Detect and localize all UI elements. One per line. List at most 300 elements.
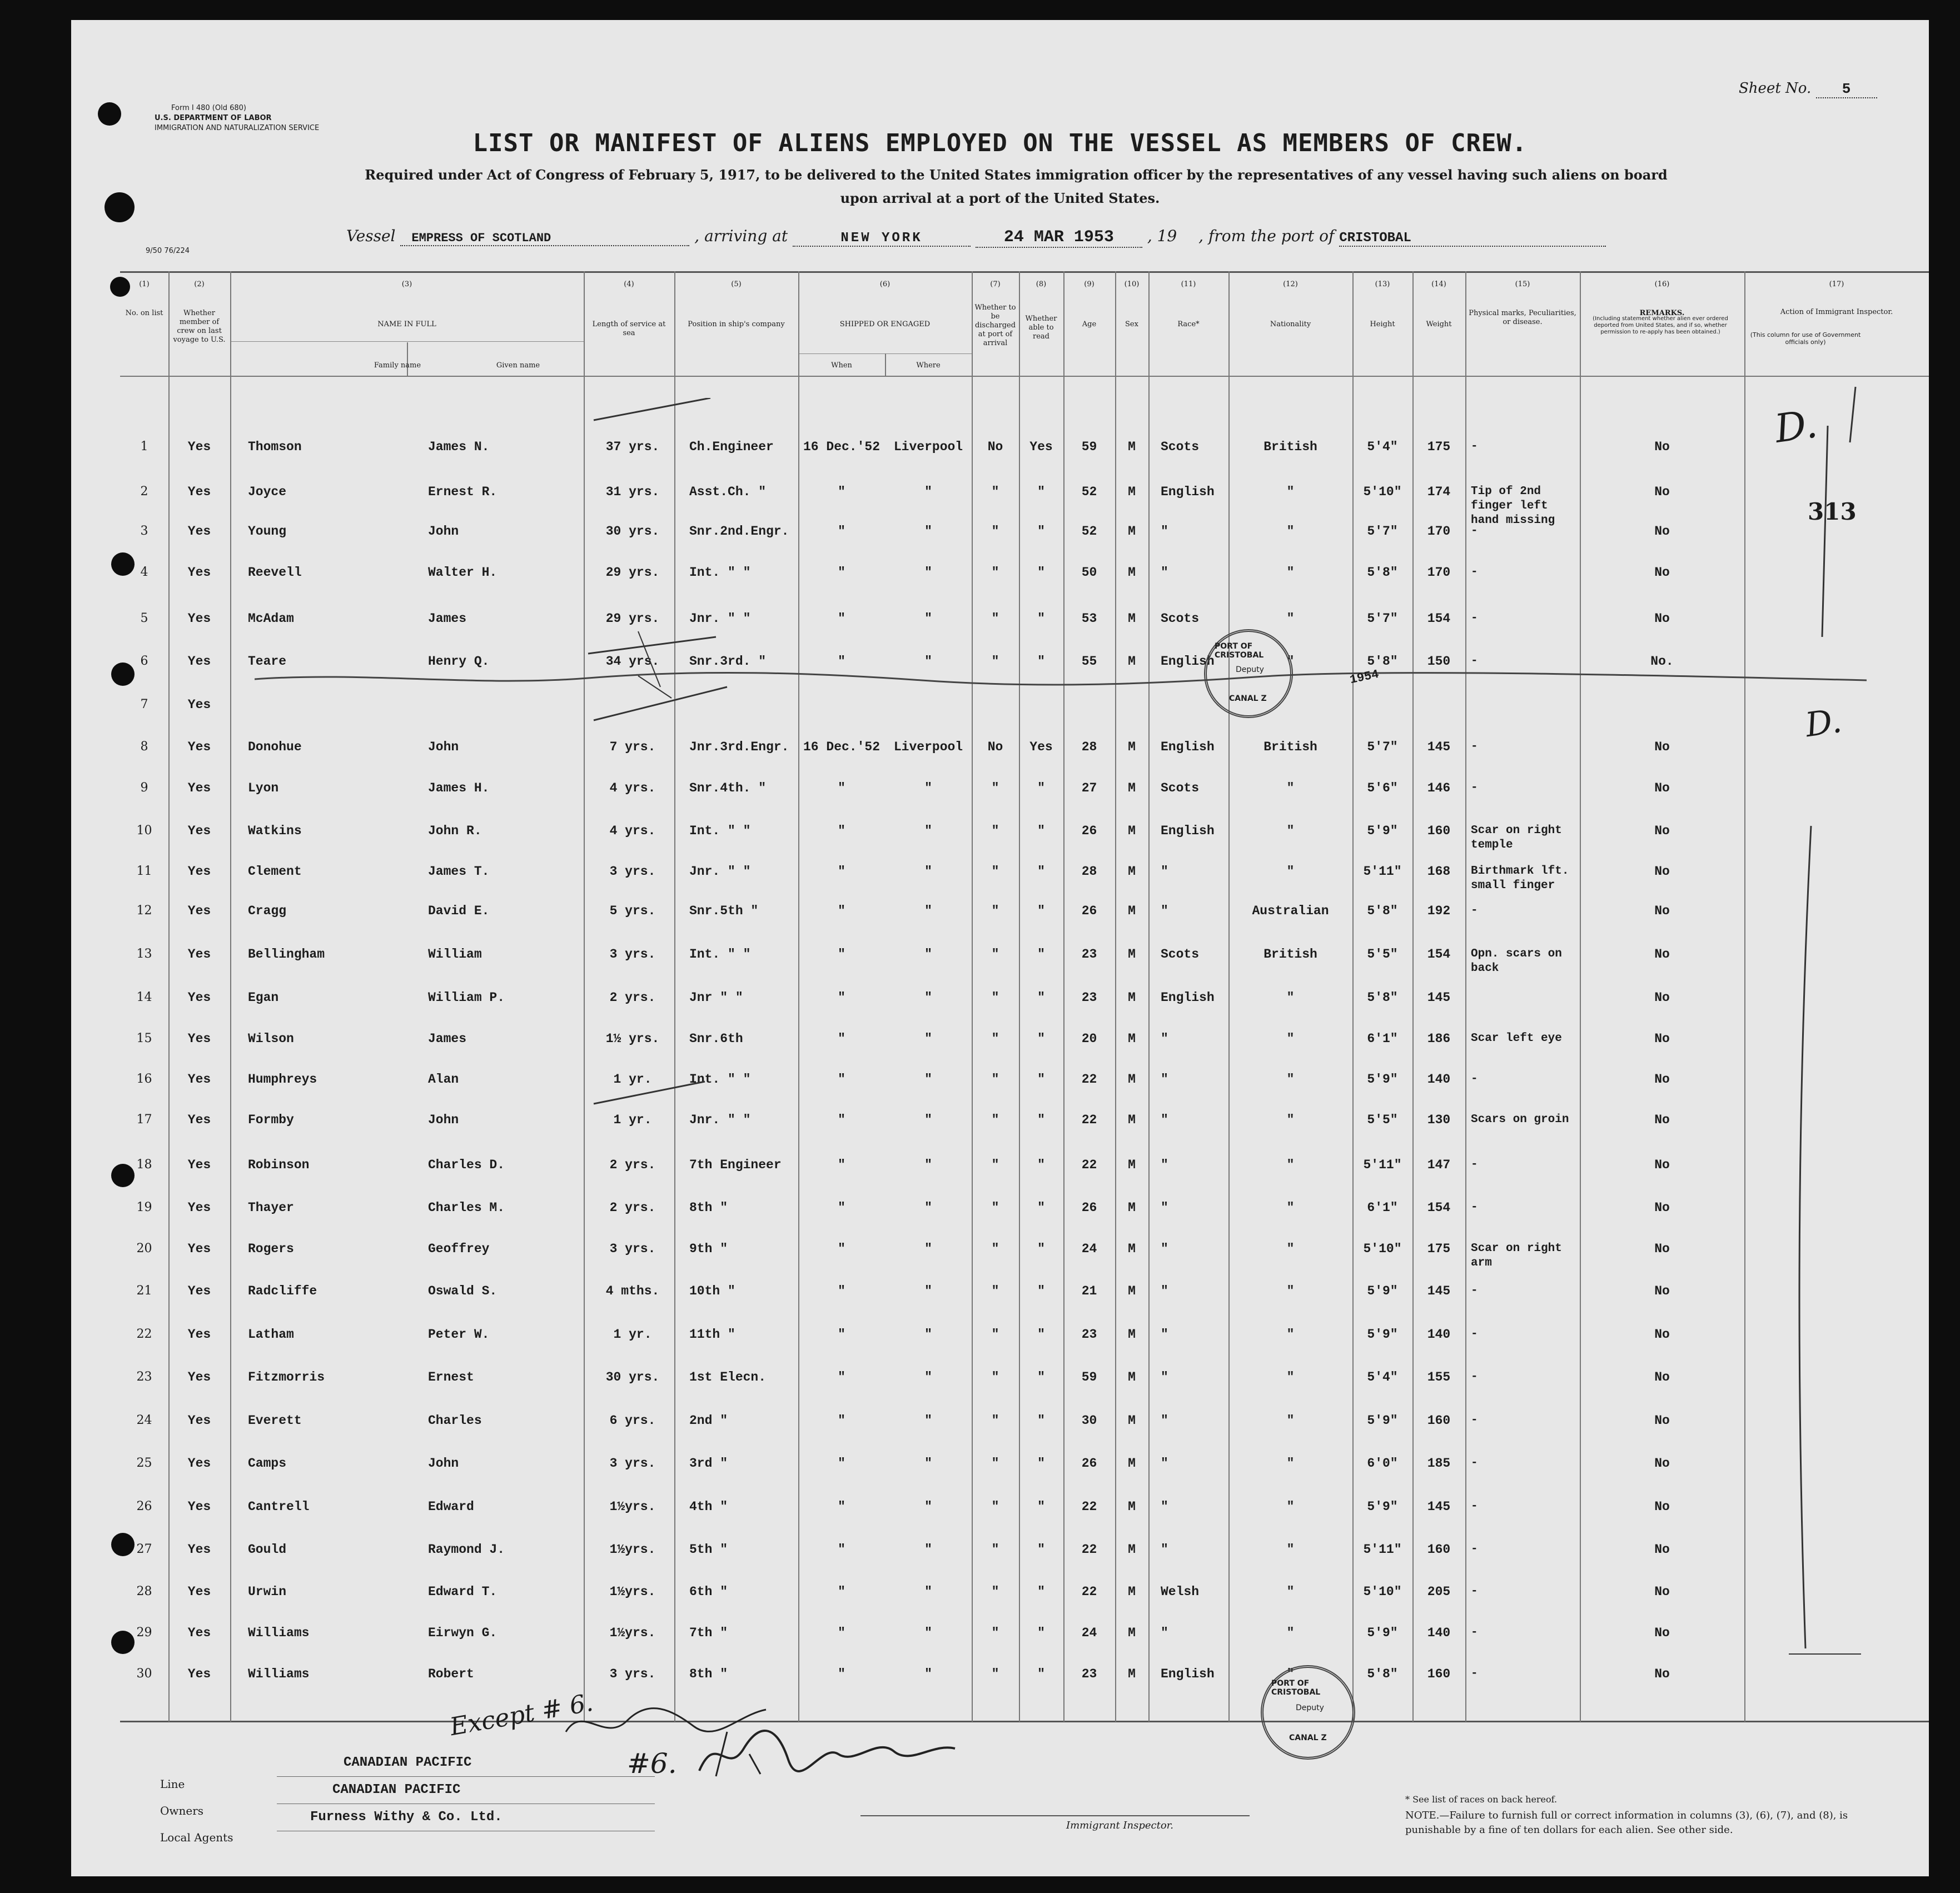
cell-remarks: No bbox=[1654, 740, 1670, 754]
cell-service: 1½yrs. bbox=[609, 1500, 656, 1514]
cell-height: 5'4" bbox=[1367, 440, 1398, 454]
cell-race: " bbox=[1161, 1413, 1168, 1428]
cell-when: " bbox=[838, 1072, 845, 1087]
cell-position: 6th " bbox=[689, 1585, 728, 1599]
cell-race: " bbox=[1161, 1500, 1168, 1514]
cell-position: Jnr " " bbox=[689, 990, 743, 1005]
cell-where: " bbox=[924, 904, 932, 918]
cell-service: 7 yrs. bbox=[609, 740, 656, 754]
cell-position: Jnr. " " bbox=[689, 1113, 751, 1127]
cell-where: " bbox=[924, 781, 932, 795]
cell-weight: 160 bbox=[1427, 1667, 1451, 1681]
cell-nationality: " bbox=[1286, 1585, 1295, 1599]
cell-position: 4th " bbox=[689, 1500, 728, 1514]
cell-height: 5'11" bbox=[1363, 864, 1402, 879]
cell-service: 1½yrs. bbox=[609, 1542, 656, 1557]
cell-where: Liverpool bbox=[893, 740, 963, 754]
cell-family: Rogers bbox=[248, 1242, 294, 1256]
cell-remarks: No bbox=[1654, 1500, 1670, 1514]
cell-nationality: " bbox=[1286, 1072, 1295, 1087]
vessel-label: Vessel bbox=[346, 227, 396, 245]
cell-given: Peter W. bbox=[428, 1327, 490, 1342]
cell-family: Lyon bbox=[248, 781, 279, 795]
cell-read: " bbox=[1037, 781, 1045, 795]
cell-age: 22 bbox=[1081, 1542, 1097, 1557]
cell-sex: M bbox=[1128, 1500, 1136, 1514]
cell-sex: M bbox=[1128, 1413, 1136, 1428]
cell-sex: M bbox=[1128, 611, 1136, 626]
cell-nationality: " bbox=[1286, 485, 1295, 499]
cell-race: " bbox=[1161, 1327, 1168, 1342]
cell-weight: 140 bbox=[1427, 1327, 1451, 1342]
cell-age: 22 bbox=[1081, 1113, 1097, 1127]
header-bottom-rule bbox=[120, 376, 1929, 377]
cell-where: " bbox=[924, 1626, 932, 1640]
cell-height: 5'9" bbox=[1367, 1500, 1398, 1514]
cell-given: Oswald S. bbox=[428, 1284, 498, 1298]
cell-no: 3 bbox=[140, 524, 148, 538]
cell-discharged: " bbox=[991, 1542, 999, 1557]
cell-prev: Yes bbox=[187, 1585, 211, 1599]
given-name-header: Given name bbox=[496, 361, 540, 370]
cell-family: Fitzmorris bbox=[248, 1370, 325, 1384]
cell-when: " bbox=[838, 824, 845, 838]
cell-position: 8th " bbox=[689, 1200, 728, 1215]
cell-nationality: " bbox=[1286, 1456, 1295, 1471]
cell-nationality: " bbox=[1286, 1032, 1295, 1046]
cell-family: Formby bbox=[248, 1113, 294, 1127]
column-header-label: Height bbox=[1370, 320, 1395, 328]
cell-when: " bbox=[838, 864, 845, 879]
cell-no: 27 bbox=[136, 1542, 152, 1556]
cell-no: 12 bbox=[136, 904, 152, 918]
cell-prev: Yes bbox=[187, 1158, 211, 1172]
cell-prev: Yes bbox=[187, 611, 211, 626]
cell-where: Liverpool bbox=[893, 440, 963, 454]
cell-no: 11 bbox=[136, 864, 152, 878]
cell-weight: 145 bbox=[1427, 990, 1451, 1005]
cell-remarks: No bbox=[1654, 1413, 1670, 1428]
cell-service: 5 yrs. bbox=[609, 904, 656, 918]
cell-family: Humphreys bbox=[248, 1072, 317, 1087]
cell-weight: 145 bbox=[1427, 1500, 1451, 1514]
column-number: (2) bbox=[194, 280, 205, 288]
cell-age: 52 bbox=[1081, 524, 1097, 539]
cell-when: " bbox=[838, 781, 845, 795]
cell-height: 5'7" bbox=[1367, 611, 1398, 626]
cell-no: 1 bbox=[140, 440, 148, 454]
cell-race: " bbox=[1161, 1242, 1168, 1256]
cell-sex: M bbox=[1128, 1072, 1136, 1087]
cell-age: 22 bbox=[1081, 1072, 1097, 1087]
cell-remarks: No bbox=[1654, 1284, 1670, 1298]
cell-height: 5'8" bbox=[1367, 990, 1398, 1005]
where-header: Where bbox=[916, 361, 941, 370]
cell-age: 55 bbox=[1081, 654, 1097, 669]
cell-position: 10th " bbox=[689, 1284, 735, 1298]
cell-sex: M bbox=[1128, 947, 1136, 962]
cell-given: William P. bbox=[428, 990, 505, 1005]
cell-sex: M bbox=[1128, 740, 1136, 754]
cell-read: " bbox=[1037, 1370, 1045, 1384]
cell-race: Scots bbox=[1161, 440, 1200, 454]
cell-weight: 170 bbox=[1427, 565, 1451, 580]
column-number: (4) bbox=[624, 280, 634, 288]
sheet-label: Sheet No. bbox=[1739, 80, 1812, 97]
cell-read: " bbox=[1037, 1242, 1045, 1256]
cell-where: " bbox=[924, 864, 932, 879]
cell-age: 30 bbox=[1081, 1413, 1097, 1428]
name-subrule bbox=[230, 341, 584, 342]
cell-family: Camps bbox=[248, 1456, 287, 1471]
column-header-label: REMARKS. bbox=[1639, 309, 1685, 317]
handwritten-scrawl bbox=[560, 1698, 772, 1748]
cell-prev: Yes bbox=[187, 1072, 211, 1087]
cell-family: Wilson bbox=[248, 1032, 294, 1046]
cell-nationality: British bbox=[1263, 947, 1317, 962]
cell-nationality: " bbox=[1286, 1500, 1295, 1514]
cell-service: 3 yrs. bbox=[609, 1242, 656, 1256]
cell-service: 34 yrs. bbox=[605, 654, 660, 669]
cell-read: " bbox=[1037, 1158, 1045, 1172]
cell-discharged: " bbox=[991, 1158, 999, 1172]
cell-no: 17 bbox=[136, 1113, 152, 1127]
cell-no: 26 bbox=[136, 1500, 152, 1513]
cell-height: 5'4" bbox=[1367, 1370, 1398, 1384]
cell-discharged: " bbox=[991, 1370, 999, 1384]
column-header-label: Race* bbox=[1177, 320, 1200, 328]
service-name: IMMIGRATION AND NATURALIZATION SERVICE bbox=[155, 124, 320, 132]
cell-discharged: No bbox=[987, 440, 1003, 454]
cell-weight: 154 bbox=[1427, 947, 1451, 962]
column-number: (10) bbox=[1124, 280, 1140, 288]
cell-height: 5'9" bbox=[1367, 1626, 1398, 1640]
handwritten-except-note: Except # 6. bbox=[447, 1688, 595, 1742]
cell-read: " bbox=[1037, 824, 1045, 838]
cell-marks: - bbox=[1471, 525, 1478, 537]
cell-discharged: " bbox=[991, 485, 999, 499]
cell-family: Thayer bbox=[248, 1200, 294, 1215]
cell-given: James bbox=[428, 1032, 467, 1046]
cell-when: " bbox=[838, 1542, 845, 1557]
line-label: Line bbox=[160, 1777, 185, 1791]
cell-where: " bbox=[924, 990, 932, 1005]
cell-age: 22 bbox=[1081, 1158, 1097, 1172]
cell-height: 5'10" bbox=[1363, 1585, 1402, 1599]
cell-where: " bbox=[924, 485, 932, 499]
cell-when: " bbox=[838, 1456, 845, 1471]
cell-no: 9 bbox=[140, 781, 148, 795]
cell-age: 23 bbox=[1081, 1327, 1097, 1342]
cell-race: English bbox=[1161, 824, 1215, 838]
cell-marks: - bbox=[1471, 440, 1478, 453]
cell-discharged: " bbox=[991, 1500, 999, 1514]
cell-service: 3 yrs. bbox=[609, 1667, 656, 1681]
cell-sex: M bbox=[1128, 1667, 1136, 1681]
cell-remarks: No bbox=[1654, 440, 1670, 454]
cell-service: 4 yrs. bbox=[609, 781, 656, 795]
cell-prev: Yes bbox=[187, 1032, 211, 1046]
cell-nationality: " bbox=[1286, 1667, 1295, 1681]
cell-race: " bbox=[1161, 1284, 1168, 1298]
from-label: , from the port of bbox=[1198, 227, 1335, 245]
cell-prev: Yes bbox=[187, 1113, 211, 1127]
cell-position: 9th " bbox=[689, 1242, 728, 1256]
cell-age: 23 bbox=[1081, 1667, 1097, 1681]
cell-height: 6'1" bbox=[1367, 1032, 1398, 1046]
cell-prev: Yes bbox=[187, 565, 211, 580]
cell-age: 28 bbox=[1081, 864, 1097, 879]
cell-when: " bbox=[838, 1370, 845, 1384]
cell-given: Charles D. bbox=[428, 1158, 505, 1172]
cell-family: McAdam bbox=[248, 611, 294, 626]
cell-prev: Yes bbox=[187, 1413, 211, 1428]
cell-given: David E. bbox=[428, 904, 490, 918]
cell-given: Eirwyn G. bbox=[428, 1626, 498, 1640]
column-header-label: No. on list bbox=[125, 309, 163, 317]
cell-when: " bbox=[838, 611, 845, 626]
cell-discharged: " bbox=[991, 781, 999, 795]
cell-marks: Opn. scars on back bbox=[1471, 948, 1562, 975]
cell-prev: Yes bbox=[187, 1242, 211, 1256]
cell-service: 1½yrs. bbox=[609, 1626, 656, 1640]
cell-nationality: " bbox=[1286, 1113, 1295, 1127]
cell-weight: 140 bbox=[1427, 1626, 1451, 1640]
cell-service: 1½ yrs. bbox=[605, 1032, 660, 1046]
table-top-rule bbox=[120, 271, 1929, 273]
cell-age: 26 bbox=[1081, 1200, 1097, 1215]
cell-remarks: No bbox=[1654, 1626, 1670, 1640]
cell-marks: Tip of 2nd finger left hand missing bbox=[1471, 485, 1555, 527]
cell-nationality: " bbox=[1286, 781, 1295, 795]
cell-prev: Yes bbox=[187, 1370, 211, 1384]
cell-given: John bbox=[428, 1113, 459, 1127]
cell-discharged: " bbox=[991, 611, 999, 626]
cell-marks: - bbox=[1471, 566, 1478, 579]
cell-sex: M bbox=[1128, 904, 1136, 918]
cell-sex: M bbox=[1128, 1284, 1136, 1298]
cell-given: Edward T. bbox=[428, 1585, 498, 1599]
cell-height: 5'11" bbox=[1363, 1542, 1402, 1557]
cell-height: 5'9" bbox=[1367, 1284, 1398, 1298]
cell-remarks: No bbox=[1654, 611, 1670, 626]
cell-when: " bbox=[838, 990, 845, 1005]
column-number: (1) bbox=[139, 280, 150, 288]
cell-no: 13 bbox=[136, 947, 152, 961]
cell-height: 5'11" bbox=[1363, 1158, 1402, 1172]
column-rule bbox=[230, 271, 231, 1722]
cell-weight: 175 bbox=[1427, 440, 1451, 454]
cell-no: 7 bbox=[140, 698, 148, 711]
cell-height: 5'8" bbox=[1367, 654, 1398, 669]
cell-where: " bbox=[924, 1585, 932, 1599]
cell-age: 50 bbox=[1081, 565, 1097, 580]
cell-height: 6'1" bbox=[1367, 1200, 1398, 1215]
cell-service: 30 yrs. bbox=[605, 1370, 660, 1384]
cell-discharged: " bbox=[991, 824, 999, 838]
cell-service: 30 yrs. bbox=[605, 524, 660, 539]
cell-where: " bbox=[924, 1327, 932, 1342]
owners-label: Owners bbox=[160, 1804, 204, 1817]
cell-position: 8th " bbox=[689, 1667, 728, 1681]
column-number: (8) bbox=[1036, 280, 1047, 288]
cell-height: 5'9" bbox=[1367, 824, 1398, 838]
handwritten-number-6: #6. bbox=[627, 1747, 677, 1780]
cell-service: 1 yr. bbox=[613, 1113, 652, 1127]
cell-no: 18 bbox=[136, 1158, 152, 1172]
cell-remarks: No bbox=[1654, 947, 1670, 962]
cell-weight: 186 bbox=[1427, 1032, 1451, 1046]
cell-discharged: " bbox=[991, 1200, 999, 1215]
cell-remarks: No bbox=[1654, 1072, 1670, 1087]
cell-when: " bbox=[838, 1113, 845, 1127]
column-number: (5) bbox=[731, 280, 742, 288]
cell-position: Snr.6th bbox=[689, 1032, 743, 1046]
column-rule bbox=[1465, 271, 1466, 1722]
cell-no: 28 bbox=[136, 1585, 152, 1598]
cell-discharged: " bbox=[991, 1585, 999, 1599]
cell-where: " bbox=[924, 1200, 932, 1215]
column-number: (13) bbox=[1375, 280, 1390, 288]
cell-remarks: No bbox=[1654, 1200, 1670, 1215]
cell-when: " bbox=[838, 1667, 845, 1681]
cell-where: " bbox=[924, 1667, 932, 1681]
cell-position: Jnr. " " bbox=[689, 611, 751, 626]
cell-race: " bbox=[1161, 524, 1168, 539]
cell-position: Int. " " bbox=[689, 565, 751, 580]
cell-nationality: " bbox=[1286, 864, 1295, 879]
table-bottom-rule bbox=[120, 1721, 1929, 1722]
cell-read: " bbox=[1037, 1072, 1045, 1087]
cell-age: 26 bbox=[1081, 1456, 1097, 1471]
cell-service: 29 yrs. bbox=[605, 611, 660, 626]
cell-family: Donohue bbox=[248, 740, 302, 754]
cell-where: " bbox=[924, 1542, 932, 1557]
cell-sex: M bbox=[1128, 1032, 1136, 1046]
cell-read: " bbox=[1037, 1113, 1045, 1127]
cell-race: " bbox=[1161, 1200, 1168, 1215]
cell-prev: Yes bbox=[187, 1667, 211, 1681]
cell-when: " bbox=[838, 1626, 845, 1640]
column-number: (16) bbox=[1654, 280, 1670, 288]
cell-when: " bbox=[838, 904, 845, 918]
cell-position: Snr.5th " bbox=[689, 904, 759, 918]
form-subtitle-line2: upon arrival at a port of the United States. bbox=[840, 190, 1160, 206]
cell-nationality: " bbox=[1286, 1200, 1295, 1215]
cell-remarks: No bbox=[1654, 904, 1670, 918]
cell-weight: 205 bbox=[1427, 1585, 1451, 1599]
cell-age: 59 bbox=[1081, 440, 1097, 454]
cell-position: Jnr. " " bbox=[689, 864, 751, 879]
cell-marks: Scar on right arm bbox=[1471, 1242, 1562, 1269]
cell-when: 16 Dec.'52 bbox=[803, 740, 880, 754]
cell-when: " bbox=[838, 947, 845, 962]
cell-read: " bbox=[1037, 1032, 1045, 1046]
cell-race: English bbox=[1161, 654, 1215, 669]
cell-family: Clement bbox=[248, 864, 302, 879]
cell-given: Edward bbox=[428, 1500, 474, 1514]
cell-height: 5'9" bbox=[1367, 1413, 1398, 1428]
cell-service: 29 yrs. bbox=[605, 565, 660, 580]
cell-race: " bbox=[1161, 1032, 1168, 1046]
cell-nationality: " bbox=[1286, 824, 1295, 838]
cell-no: 21 bbox=[136, 1284, 152, 1298]
cell-sex: M bbox=[1128, 654, 1136, 669]
cell-read: " bbox=[1037, 654, 1045, 669]
cell-age: 23 bbox=[1081, 947, 1097, 962]
cell-nationality: British bbox=[1263, 740, 1317, 754]
cell-family: Urwin bbox=[248, 1585, 287, 1599]
column-header-label: Length of service at sea bbox=[592, 320, 666, 337]
cell-marks: - bbox=[1471, 1667, 1478, 1680]
cell-remarks: No bbox=[1654, 1667, 1670, 1681]
cell-sex: M bbox=[1128, 1456, 1136, 1471]
cell-nationality: " bbox=[1286, 1626, 1295, 1640]
column-number: (3) bbox=[401, 280, 412, 288]
cell-discharged: " bbox=[991, 524, 999, 539]
cell-weight: 146 bbox=[1427, 781, 1451, 795]
cell-discharged: " bbox=[991, 864, 999, 879]
cell-given: John R. bbox=[428, 824, 482, 838]
cell-marks: - bbox=[1471, 1414, 1478, 1427]
port-stamp-1: PORT OF CRISTOBAL Deputy CANAL Z bbox=[1204, 629, 1293, 718]
cell-family: Cantrell bbox=[248, 1500, 310, 1514]
column-number: (15) bbox=[1515, 280, 1530, 288]
row7-strikeout bbox=[255, 668, 1867, 690]
cell-sex: M bbox=[1128, 1158, 1136, 1172]
cell-nationality: " bbox=[1286, 1158, 1295, 1172]
punch-hole bbox=[98, 102, 121, 126]
cell-where: " bbox=[924, 654, 932, 669]
cell-weight: 140 bbox=[1427, 1072, 1451, 1087]
cell-position: Snr.2nd.Engr. bbox=[689, 524, 789, 539]
cell-height: 6'0" bbox=[1367, 1456, 1398, 1471]
cell-marks: - bbox=[1471, 1500, 1478, 1513]
cell-service: 1 yr. bbox=[613, 1327, 652, 1342]
family-name-header: Family name bbox=[374, 361, 421, 370]
cell-race: " bbox=[1161, 1113, 1168, 1127]
cell-position: Jnr.3rd.Engr. bbox=[689, 740, 789, 754]
cell-prev: Yes bbox=[187, 990, 211, 1005]
cell-sex: M bbox=[1128, 824, 1136, 838]
cell-when: " bbox=[838, 1413, 845, 1428]
cell-weight: 145 bbox=[1427, 1284, 1451, 1298]
cell-when: " bbox=[838, 1284, 845, 1298]
cell-where: " bbox=[924, 824, 932, 838]
cell-given: Henry Q. bbox=[428, 654, 490, 669]
cell-remarks: No bbox=[1654, 565, 1670, 580]
cell-marks: - bbox=[1471, 740, 1478, 753]
cell-nationality: " bbox=[1286, 565, 1295, 580]
cell-position: 5th " bbox=[689, 1542, 728, 1557]
cell-family: Joyce bbox=[248, 485, 287, 499]
when-header: When bbox=[831, 361, 852, 370]
cell-no: 5 bbox=[140, 611, 148, 625]
cell-family: Everett bbox=[248, 1413, 302, 1428]
column-header-label: Position in ship's company bbox=[688, 320, 785, 328]
cell-remarks: No bbox=[1654, 485, 1670, 499]
cell-family: Robinson bbox=[248, 1158, 310, 1172]
cell-read: " bbox=[1037, 1456, 1045, 1471]
cell-family: Williams bbox=[248, 1667, 310, 1681]
cell-race: English bbox=[1161, 1667, 1215, 1681]
form-title: LIST OR MANIFEST OF ALIENS EMPLOYED ON THE VESSEL AS MEMBERS OF CREW. bbox=[472, 129, 1528, 157]
cell-discharged: " bbox=[991, 1667, 999, 1681]
cell-discharged: No bbox=[987, 740, 1003, 754]
cell-nationality: " bbox=[1286, 990, 1295, 1005]
cell-discharged: " bbox=[991, 947, 999, 962]
cell-when: " bbox=[838, 565, 845, 580]
